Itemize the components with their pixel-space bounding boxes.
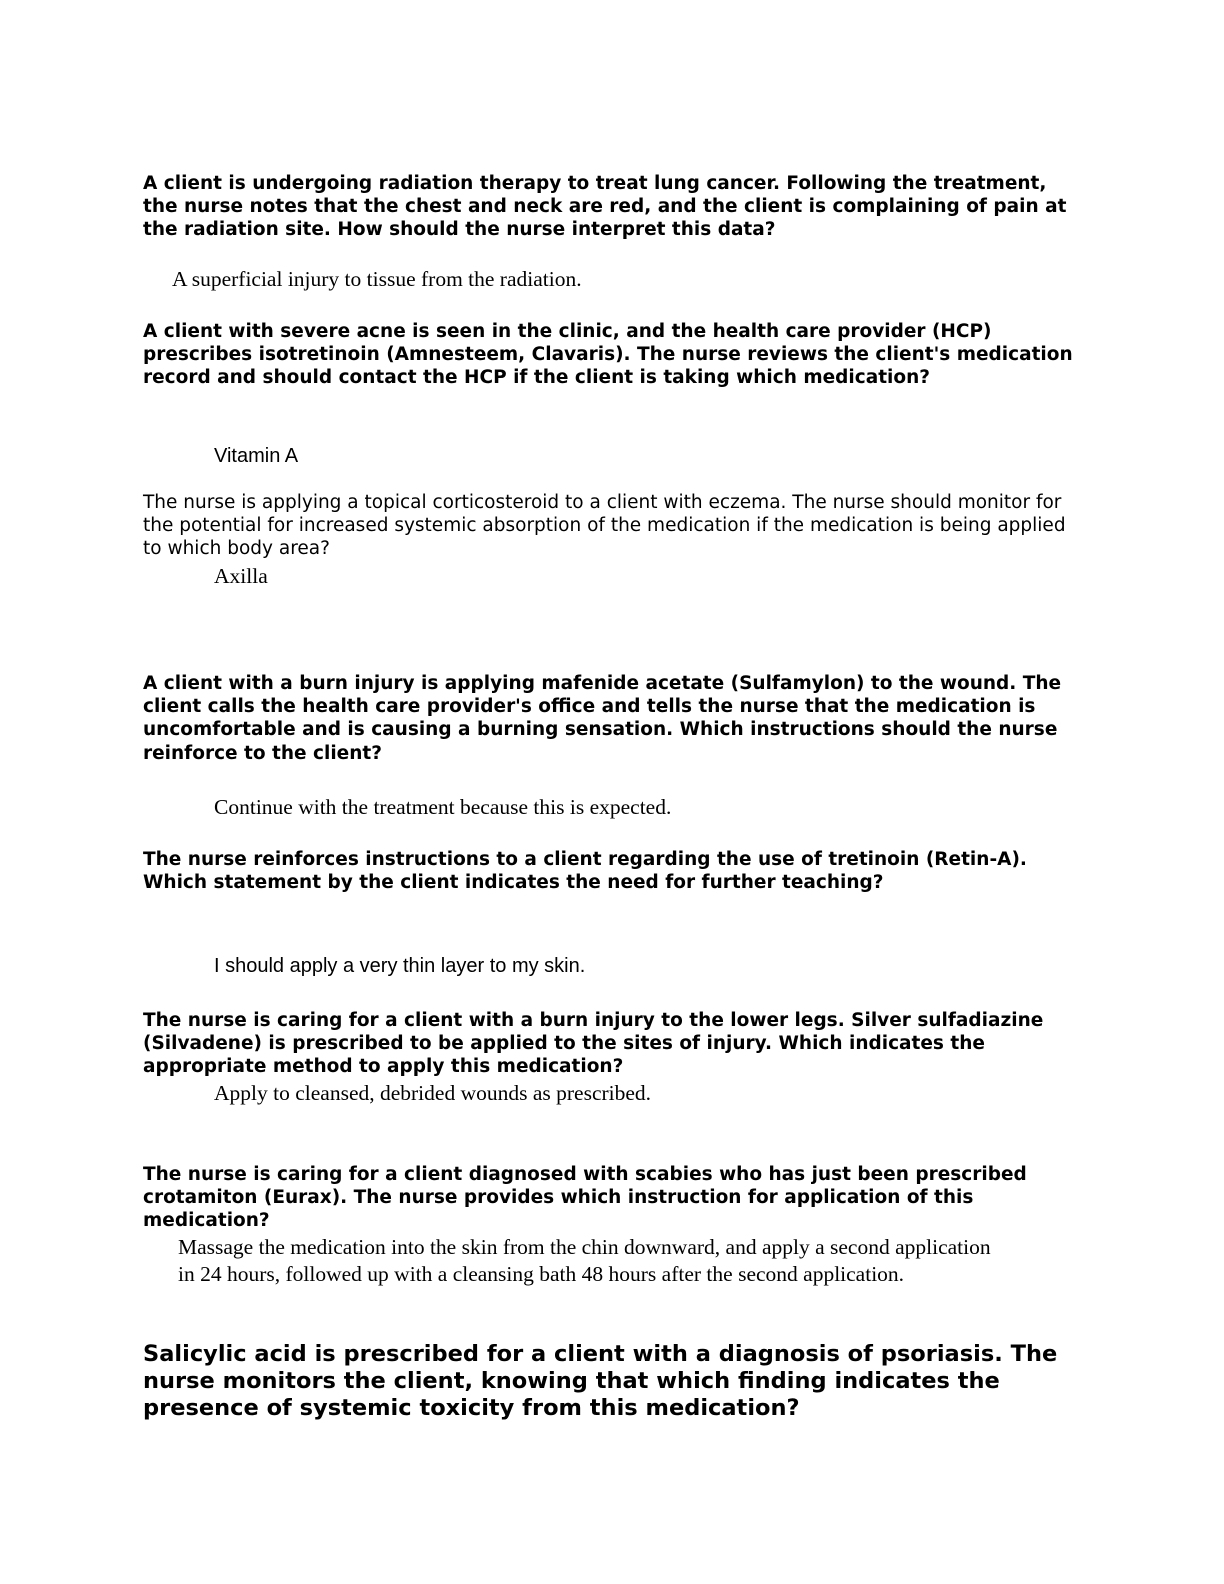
question-6: The nurse is caring for a client with a burn injury to the lower legs. Silver sulfadiazine (Silvadene) is prescribed to be applied to the sites of injury. Which indicates the appropriate method to apply this medication?: [143, 1010, 1044, 1078]
question-4: A client with a burn injury is applying mafenide acetate (Sulfamylon) to the wound. The client calls the health care provider's office and tells the nurse that the medication is uncomfortable and is causing a burning sensation. Which instructions should the nurse reinforce to the client?: [143, 673, 1062, 764]
question-8: Salicylic acid is prescribed for a client with a diagnosis of psoriasis. The nurse monitors the client, knowing that which finding indicates the presence of systemic toxicity from this medication?: [143, 1341, 1058, 1421]
answer-6: Apply to cleansed, debrided wounds as prescribed.: [214, 1081, 652, 1105]
answer-7: Massage the medication into the skin from the chin downward, and apply a second application in 24 hours, followed up with a cleansing bath 48 hours after the second application.: [178, 1235, 991, 1286]
question-3: The nurse is applying a topical corticosteroid to a client with eczema. The nurse should monitor for the potential for increased systemic absorption of the medication if the medication is being applied to which body area?: [143, 492, 1066, 560]
answer-1: A superficial injury to tissue from the radiation.: [172, 267, 582, 291]
question-1: A client is undergoing radiation therapy to treat lung cancer. Following the treatment, the nurse notes that the chest and neck are red, and the client is complaining of pain at the radiation site. How should the nurse interpret this data?: [143, 173, 1067, 241]
question-2: A client with severe acne is seen in the clinic, and the health care provider (HCP) prescribes isotretinoin (Amnesteem, Clavaris). The nurse reviews the client's medication record and should contact the HCP if the client is taking which medication?: [143, 321, 1073, 389]
question-7: The nurse is caring for a client diagnosed with scabies who has just been prescribed crotamiton (Eurax). The nurse provides which instruction for application of this medication?: [143, 1164, 1027, 1232]
answer-4: Continue with the treatment because this is expected.: [214, 795, 672, 819]
answer-3: Axilla: [214, 564, 268, 588]
question-5: The nurse reinforces instructions to a client regarding the use of tretinoin (Retin-A). Which statement by the client indicates the need for further teaching?: [143, 849, 1027, 894]
answer-5: I should apply a very thin layer to my skin.: [214, 955, 586, 977]
answer-2: Vitamin A: [214, 445, 299, 467]
